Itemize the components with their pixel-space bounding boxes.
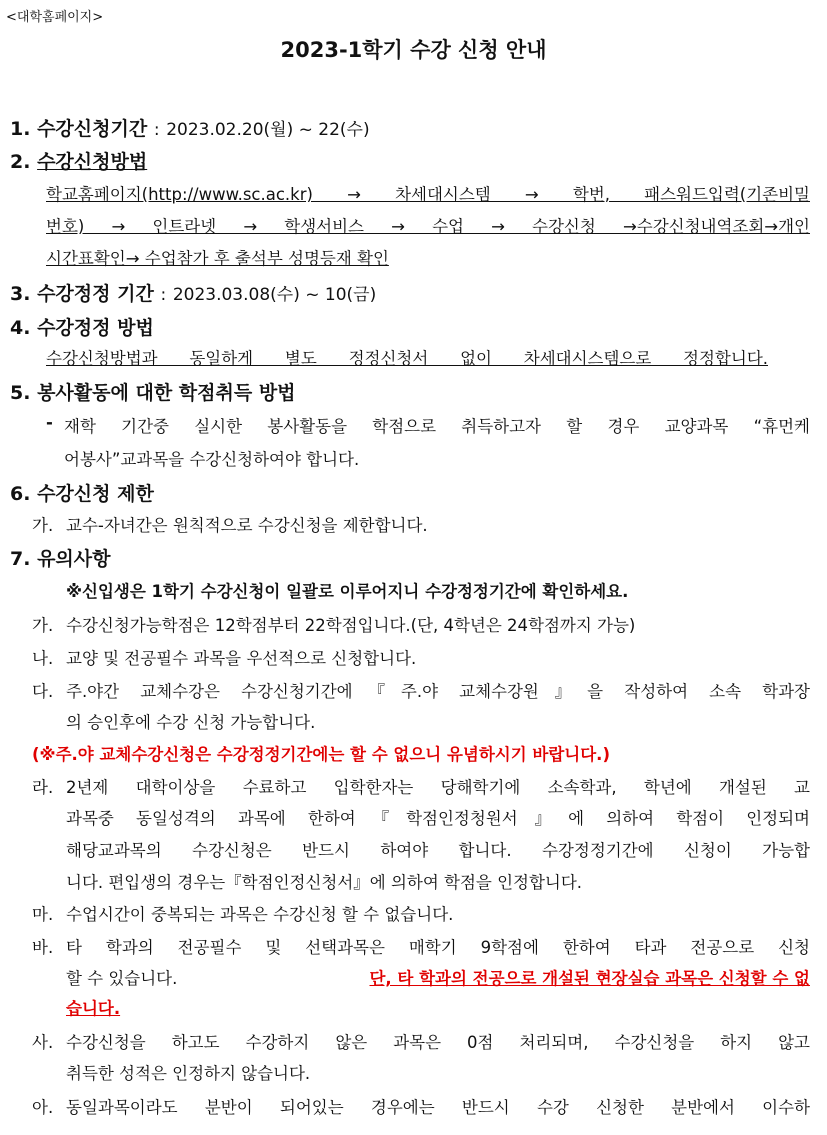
section-4-line: 수강신청방법과 동일하게 별도 정정신청서 없이 차세대시스템으로 정정합니다. <box>46 349 768 368</box>
item-da-line-2: 의 승인후에 수강 신청 가능합니다. <box>66 713 316 732</box>
item-ra-line-4: 니다. 편입생의 경우는『학점인정신청서』에 의하여 학점을 인정합니다. <box>66 873 583 892</box>
item-sa-line-1: 수강신청을 하고도 수강하지 않은 과목은 0점 처리되며, 수강신청을 하지 않고 <box>66 1033 810 1052</box>
section-3-colon: : <box>160 285 167 305</box>
section-4 <box>10 313 154 340</box>
item-ga-line-1: 수강신청가능학점은 12학점부터 22학점입니다.(단, 4학년은 24학점까지 가능) <box>66 616 636 635</box>
item-da-line-1: 주.야간 교체수강은 수강신청기간에『주.야 교체수강원』을 작성하여 소속 학과장 <box>66 682 810 701</box>
item-ba-line-2-text: 할 수 있습니다. <box>66 969 178 988</box>
item-ra-label: 라. <box>32 778 54 797</box>
source-label: <대학홈페이지> <box>6 10 104 25</box>
item-da-label: 다. <box>32 682 54 701</box>
section-1 <box>10 114 370 141</box>
item-ba-red-tail: 습니다. <box>66 999 121 1018</box>
section-4-heading: 수강정정 방법 <box>37 317 154 339</box>
item-a-line-1: 동일과목이라도 분반이 되어있는 경우에는 반드시 수강 신청한 분반에서 이수하 <box>66 1098 810 1117</box>
item-sa-line-2: 취득한 성적은 인정하지 않습니다. <box>66 1064 311 1083</box>
section-1-value: 2023.02.20(월) ~ 22(수) <box>166 120 370 140</box>
page-title: 2023-1학기 수강 신청 안내 <box>280 38 547 62</box>
section-2-number: 2. <box>10 151 31 173</box>
item-ba-red-restriction: 단, 타 학과의 전공으로 개설된 현장실습 과목은 신청할 수 없 <box>369 969 810 988</box>
section-5-line-2: 어봉사”교과목을 수강신청하여야 합니다. <box>64 450 360 469</box>
item-ma-line-1: 수업시간이 중복되는 과목은 수강신청 할 수 없습니다. <box>66 905 454 924</box>
section-2-line-3: 시간표확인→ 수업참가 후 출석부 성명등재 확인 <box>46 249 389 268</box>
item-ra-line-3: 해당교과목의 수강신청은 반드시 하여야 합니다. 수강정정기간에 신청이 가능합 <box>66 841 810 860</box>
section-6-item-label: 가. <box>32 516 54 535</box>
section-3-value: 2023.03.08(수) ~ 10(금) <box>172 285 377 305</box>
section-2 <box>10 147 147 174</box>
section-6 <box>10 479 154 506</box>
item-ma-label: 마. <box>32 905 54 924</box>
item-a-label: 아. <box>32 1098 54 1117</box>
section-4-number: 4. <box>10 317 31 339</box>
item-ra-line-1: 2년제 대학이상을 수료하고 입학한자는 당해학기에 소속학과, 학년에 개설된 교 <box>66 778 810 797</box>
shift-change-red-notice: (※주.야 교체수강신청은 수강정정기간에는 할 수 없으니 유념하시기 바랍니다.) <box>32 745 610 764</box>
section-3-number: 3. <box>10 283 31 305</box>
section-3 <box>10 279 376 306</box>
section-5-number: 5. <box>10 382 31 404</box>
item-ra-line-2: 과목중 동일성격의 과목에 한하여『학점인정청원서』에 의하여 학점이 인정되며 <box>66 809 810 828</box>
item-na-label: 나. <box>32 649 54 668</box>
section-1-heading: 수강신청기간 <box>37 118 148 140</box>
section-3-heading: 수강정정 기간 <box>37 283 154 305</box>
item-na-line-1: 교양 및 전공필수 과목을 우선적으로 신청합니다. <box>66 649 417 668</box>
section-2-line-1: 학교홈페이지(http://www.sc.ac.kr) → 차세대시스템 → 학번, 패스워드입력(기존비밀 <box>46 185 810 204</box>
item-ga-label: 가. <box>32 616 54 635</box>
section-2-heading: 수강신청방법 <box>37 151 148 173</box>
section-7-number: 7. <box>10 548 31 570</box>
section-6-number: 6. <box>10 483 31 505</box>
section-6-item-text: 교수-자녀간은 원칙적으로 수강신청을 제한합니다. <box>66 516 428 535</box>
item-ba-label: 바. <box>32 938 54 957</box>
section-5-line-1: 재학 기간중 실시한 봉사활동을 학점으로 취득하고자 할 경우 교양과목 “휴먼케 <box>64 417 810 436</box>
section-2-line-2: 번호) → 인트라넷 → 학생서비스 → 수업 → 수강신청 →수강신청내역조회→개인 <box>46 217 810 236</box>
section-7 <box>10 544 111 571</box>
section-5-heading: 봉사활동에 대한 학점취득 방법 <box>37 382 296 404</box>
section-6-heading: 수강신청 제한 <box>37 483 154 505</box>
item-ba-line-1: 타 학과의 전공필수 및 선택과목은 매학기 9학점에 한하여 타과 전공으로 신청 <box>66 938 810 957</box>
section-5-dash: - <box>46 413 53 432</box>
section-1-number: 1. <box>10 118 31 140</box>
item-ba-line-2 <box>66 965 810 989</box>
section-7-heading: 유의사항 <box>37 548 111 570</box>
section-1-colon: : <box>153 120 160 140</box>
section-5 <box>10 378 296 405</box>
item-sa-label: 사. <box>32 1033 54 1052</box>
freshman-notice: ※신입생은 1학기 수강신청이 일괄로 이루어지니 수강정정기간에 확인하세요. <box>66 582 629 601</box>
